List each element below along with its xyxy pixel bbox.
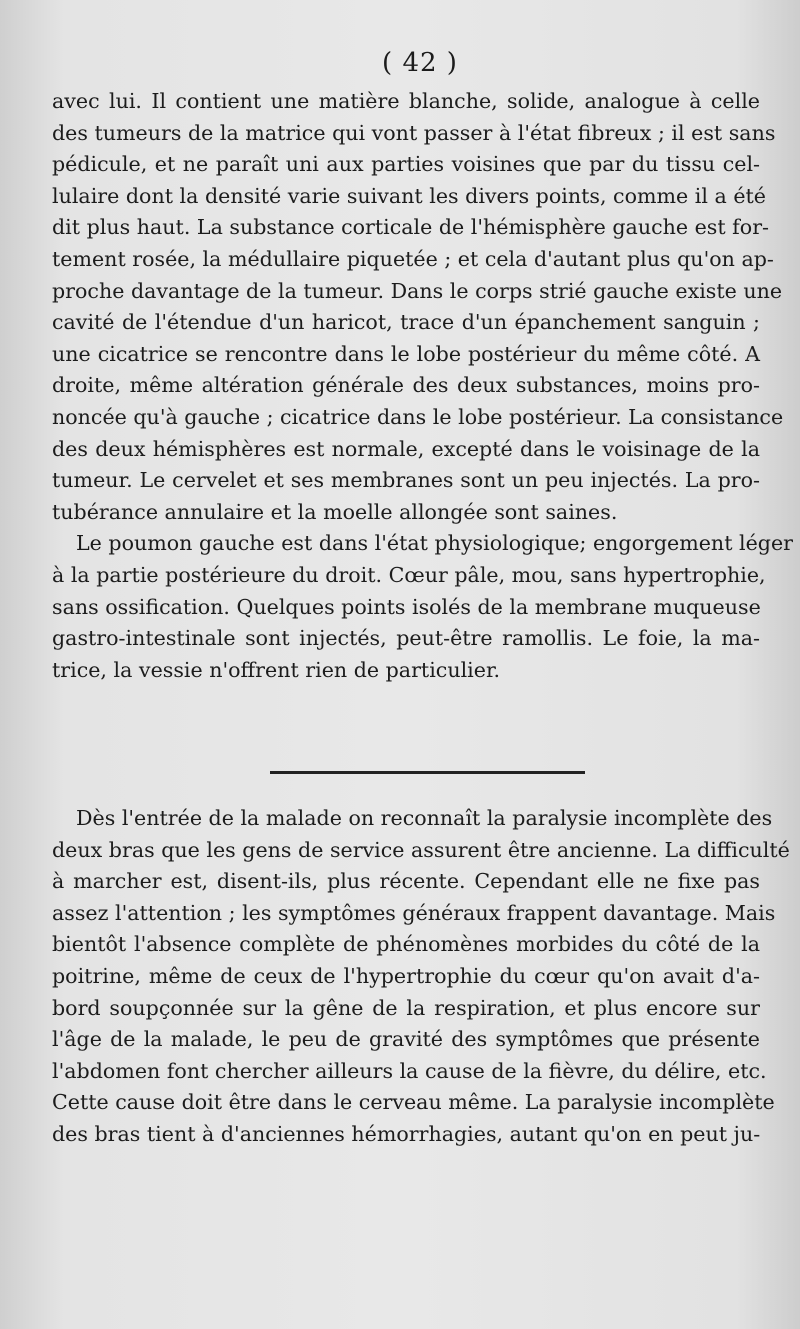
paragraph-autopsy-organs (52, 528, 794, 686)
text-line: cavité de l'étendue d'un haricot, trace d'un épanchement sanguin ; (52, 310, 760, 335)
text-line: tumeur. Le cervelet et ses membranes sont un peu injectés. La pro- (52, 468, 760, 493)
text-line: sans ossification. Quelques points isolés de la membrane muqueuse (52, 594, 761, 619)
text-line: tubérance annulaire et la moelle allongée sont saines. (52, 499, 618, 524)
text-line: Cette cause doit être dans le cerveau même. La paralysie incomplète (52, 1090, 775, 1115)
paragraph-clinical-reasoning (52, 803, 790, 1151)
text-line: noncée qu'à gauche ; cicatrice dans le lobe postérieur. La consistance (52, 404, 784, 429)
text-line: tement rosée, la médullaire piquetée ; et cela d'autant plus qu'on ap- (52, 246, 774, 271)
text-line: deux bras que les gens de service assurent être ancienne. La difficulté (52, 837, 790, 862)
text-line: lulaire dont la densité varie suivant les divers points, comme il a été (52, 183, 766, 208)
text-block-upper (52, 86, 794, 686)
text-line: droite, même altération générale des deux substances, moins pro- (52, 373, 760, 398)
text-line: proche davantage de la tumeur. Dans le corps strié gauche existe une (52, 278, 783, 303)
page-number: ( 42 ) (382, 48, 458, 78)
text-line: des bras tient à d'anciennes hémorrhagies, autant qu'on en peut ju- (52, 1121, 761, 1146)
text-line: l'âge de la malade, le peu de gravité des symptômes que présente (52, 1027, 760, 1052)
text-line: à la partie postérieure du droit. Cœur pâle, mou, sans hypertrophie, (52, 562, 766, 587)
section-separator-rule (270, 771, 585, 774)
text-line: dit plus haut. La substance corticale de l'hémisphère gauche est for- (52, 215, 770, 240)
text-block-lower (52, 803, 790, 1151)
text-line: assez l'attention ; les symptômes généraux frappent davantage. Mais (52, 900, 776, 925)
text-line: bientôt l'absence complète de phénomènes morbides du côté de la (52, 932, 760, 957)
text-line: poitrine, même de ceux de l'hypertrophie du cœur qu'on avait d'a- (52, 963, 760, 988)
text-line: des deux hémisphères est normale, excepté dans le voisinage de la (52, 436, 760, 461)
text-line: une cicatrice se rencontre dans le lobe postérieur du même côté. A (52, 341, 760, 366)
text-line: l'abdomen font chercher ailleurs la cause de la fièvre, du délire, etc. (52, 1058, 767, 1083)
text-line: pédicule, et ne paraît uni aux parties voisines que par du tissu cel- (52, 152, 760, 177)
text-line: Dès l'entrée de la malade on reconnaît la paralysie incomplète des (76, 806, 773, 830)
paragraph-autopsy-brain (52, 86, 784, 528)
text-line: avec lui. Il contient une matière blanche, solide, analogue à celle (52, 89, 760, 113)
text-line: bord soupçonnée sur la gêne de la respiration, et plus encore sur (52, 995, 760, 1020)
text-line: à marcher est, disent-ils, plus récente. Cependant elle ne fixe pas (52, 869, 760, 894)
text-line: Le poumon gauche est dans l'état physiologique; engorgement léger (76, 531, 794, 556)
text-line: trice, la vessie n'offrent rien de particulier. (52, 657, 501, 682)
text-line: gastro-intestinale sont injectés, peut-être ramollis. Le foie, la ma- (52, 626, 760, 651)
text-line: des tumeurs de la matrice qui vont passer à l'état fibreux ; il est sans (52, 120, 776, 145)
